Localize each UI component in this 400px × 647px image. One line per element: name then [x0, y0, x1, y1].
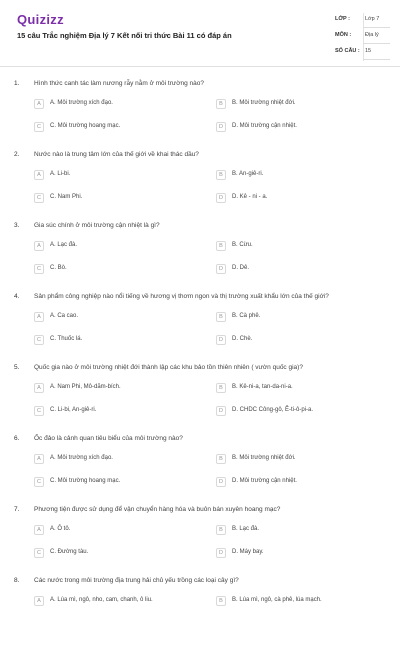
- option-text: C. Bò.: [50, 265, 67, 271]
- option-letter-box[interactable]: D: [216, 122, 226, 132]
- question-item: [0, 435, 400, 505]
- question-text: Nước nào là trung tâm lớn của thế giới về khai thác dầu?: [34, 151, 199, 158]
- meta-value: Lớp 7: [365, 16, 380, 22]
- question-number: 6.: [14, 435, 20, 442]
- question-item: [0, 222, 400, 292]
- question-text: Phương tiện được sử dụng để vận chuyển hàng hóa và buôn bán xuyên hoang mạc?: [34, 506, 281, 513]
- option-text: B. Lúa mì, ngô, cà phê, lúa mạch.: [232, 597, 322, 603]
- option-text: B. Môi trường nhiệt đới.: [232, 100, 296, 106]
- answer-option-c[interactable]: [34, 122, 194, 134]
- option-letter-box[interactable]: B: [216, 454, 226, 464]
- option-text: A. Nam Phi, Mô-dăm-bích.: [50, 384, 121, 390]
- answer-option-b[interactable]: [216, 596, 376, 608]
- question-number: 1.: [14, 80, 20, 87]
- option-text: A. Ca cao.: [50, 313, 79, 319]
- answer-option-b[interactable]: [216, 170, 376, 182]
- meta-row-subject: [335, 29, 390, 45]
- question-item: [0, 80, 400, 150]
- option-letter-box[interactable]: B: [216, 241, 226, 251]
- quizizz-logo: Quizizz: [17, 12, 64, 27]
- option-text: C. Thuốc lá.: [50, 336, 83, 342]
- question-item: [0, 577, 400, 647]
- option-text: C. Nam Phi.: [50, 194, 83, 200]
- option-text: D. Môi trường cận nhiệt.: [232, 123, 297, 129]
- header-divider: [0, 66, 400, 67]
- question-number: 5.: [14, 364, 20, 371]
- meta-underline: [363, 59, 390, 60]
- page-title: 15 câu Trắc nghiệm Địa lý 7 Kết nối tri thức Bài 11 có đáp án: [17, 31, 232, 40]
- option-text: C. Li-bi, An-giê-ri.: [50, 407, 97, 413]
- option-text: D. Máy bay.: [232, 549, 264, 555]
- option-letter-box[interactable]: D: [216, 406, 226, 416]
- answer-option-c[interactable]: [34, 406, 194, 418]
- option-text: D. Chè.: [232, 336, 253, 342]
- option-letter-box[interactable]: A: [34, 241, 44, 251]
- meta-label: MÔN :: [335, 32, 352, 38]
- answer-option-c[interactable]: [34, 335, 194, 347]
- answer-option-a[interactable]: [34, 454, 194, 466]
- option-letter-box[interactable]: A: [34, 596, 44, 606]
- answer-option-b[interactable]: [216, 383, 376, 395]
- question-item: [0, 506, 400, 576]
- meta-underline: [363, 27, 390, 28]
- question-text: Quốc gia nào ở môi trường nhiệt đới thành lập các khu bảo tồn thiên nhiên ( vườn quốc gia)?: [34, 364, 303, 371]
- option-letter-box[interactable]: C: [34, 264, 44, 274]
- option-letter-box[interactable]: B: [216, 99, 226, 109]
- option-letter-box[interactable]: D: [216, 548, 226, 558]
- answer-option-b[interactable]: [216, 241, 376, 253]
- option-text: B. Lạc đà.: [232, 526, 260, 532]
- option-text: C. Đường tàu.: [50, 549, 89, 555]
- answer-option-a[interactable]: [34, 241, 194, 253]
- option-text: B. Cà phê.: [232, 313, 261, 319]
- question-text: Các nước trong môi trường địa trung hải chủ yếu trồng các loại cây gì?: [34, 577, 239, 584]
- answer-option-a[interactable]: [34, 383, 194, 395]
- answer-option-b[interactable]: [216, 454, 376, 466]
- option-text: B. Môi trường nhiệt đới.: [232, 455, 296, 461]
- question-item: [0, 293, 400, 363]
- answer-option-a[interactable]: [34, 99, 194, 111]
- question-text: Hình thức canh tác làm nương rẫy nằm ở môi trường nào?: [34, 80, 204, 87]
- option-letter-box[interactable]: B: [216, 170, 226, 180]
- worksheet-meta: [335, 13, 390, 61]
- option-text: A. Môi trường xích đạo.: [50, 455, 113, 461]
- option-text: A. Ô tô.: [50, 526, 71, 532]
- answer-option-d[interactable]: [216, 548, 376, 560]
- option-letter-box[interactable]: D: [216, 264, 226, 274]
- meta-row-count: [335, 45, 390, 61]
- option-text: A. Li-bi.: [50, 171, 71, 177]
- option-letter-box[interactable]: C: [34, 335, 44, 345]
- question-text: Ốc đảo là cảnh quan tiêu biểu của môi trường nào?: [34, 435, 183, 442]
- question-number: 8.: [14, 577, 20, 584]
- option-letter-box[interactable]: B: [216, 312, 226, 322]
- answer-option-d[interactable]: [216, 193, 376, 205]
- meta-row-class: [335, 13, 390, 29]
- option-letter-box[interactable]: C: [34, 406, 44, 416]
- answer-option-c[interactable]: [34, 548, 194, 560]
- question-text: Gia súc chính ở môi trường cận nhiệt là gì?: [34, 222, 160, 229]
- option-letter-box[interactable]: B: [216, 596, 226, 606]
- meta-underline: [363, 43, 390, 44]
- option-text: B. Kê-ni-a, tan-da-ni-a.: [232, 384, 293, 390]
- meta-value: Địa lý: [365, 32, 379, 38]
- answer-option-a[interactable]: [34, 312, 194, 324]
- option-letter-box[interactable]: B: [216, 383, 226, 393]
- option-letter-box[interactable]: C: [34, 548, 44, 558]
- option-letter-box[interactable]: A: [34, 525, 44, 535]
- option-letter-box[interactable]: A: [34, 383, 44, 393]
- option-letter-box[interactable]: D: [216, 335, 226, 345]
- option-text: C. Môi trường hoang mạc.: [50, 123, 121, 129]
- option-letter-box[interactable]: A: [34, 170, 44, 180]
- answer-option-d[interactable]: [216, 122, 376, 134]
- option-text: A. Lạc đà.: [50, 242, 78, 248]
- option-letter-box[interactable]: D: [216, 477, 226, 487]
- answer-option-d[interactable]: [216, 477, 376, 489]
- option-text: D. Kê - ni - a.: [232, 194, 268, 200]
- answer-option-c[interactable]: [34, 264, 194, 276]
- answer-option-b[interactable]: [216, 525, 376, 537]
- answer-option-c[interactable]: [34, 193, 194, 205]
- option-letter-box[interactable]: C: [34, 122, 44, 132]
- answer-option-c[interactable]: [34, 477, 194, 489]
- question-number: 4.: [14, 293, 20, 300]
- option-text: A. Môi trường xích đạo.: [50, 100, 113, 106]
- option-letter-box[interactable]: C: [34, 477, 44, 487]
- question-item: [0, 364, 400, 434]
- meta-value: 15: [365, 48, 372, 54]
- answer-option-a[interactable]: [34, 596, 194, 608]
- option-text: D. CHDC Công-gô, Ê-ti-ô-pi-a.: [232, 407, 314, 413]
- question-item: [0, 151, 400, 221]
- answer-option-b[interactable]: [216, 99, 376, 111]
- option-letter-box[interactable]: A: [34, 312, 44, 322]
- option-letter-box[interactable]: C: [34, 193, 44, 203]
- option-letter-box[interactable]: D: [216, 193, 226, 203]
- answer-option-a[interactable]: [34, 170, 194, 182]
- question-number: 7.: [14, 506, 20, 513]
- option-text: A. Lúa mì, ngô, nho, cam, chanh, ô liu.: [50, 597, 153, 603]
- answer-option-b[interactable]: [216, 312, 376, 324]
- meta-label: SỐ CÂU :: [335, 48, 360, 54]
- option-text: B. Cừu.: [232, 242, 253, 248]
- option-text: D. Môi trường cận nhiệt.: [232, 478, 297, 484]
- answer-option-a[interactable]: [34, 525, 194, 537]
- question-number: 2.: [14, 151, 20, 158]
- question-text: Sản phẩm công nghiệp nào nổi tiếng về hương vị thơm ngon và thị trường xuất khẩu lớn của thế giới?: [34, 293, 329, 300]
- answer-option-d[interactable]: [216, 335, 376, 347]
- option-text: C. Môi trường hoang mạc.: [50, 478, 121, 484]
- option-letter-box[interactable]: A: [34, 99, 44, 109]
- option-letter-box[interactable]: A: [34, 454, 44, 464]
- question-number: 3.: [14, 222, 20, 229]
- option-text: D. Dê.: [232, 265, 250, 271]
- option-text: B. An-giê-ri.: [232, 171, 264, 177]
- meta-label: LỚP :: [335, 16, 350, 22]
- worksheet-header: [0, 0, 400, 64]
- answer-option-d[interactable]: [216, 406, 376, 418]
- answer-option-d[interactable]: [216, 264, 376, 276]
- option-letter-box[interactable]: B: [216, 525, 226, 535]
